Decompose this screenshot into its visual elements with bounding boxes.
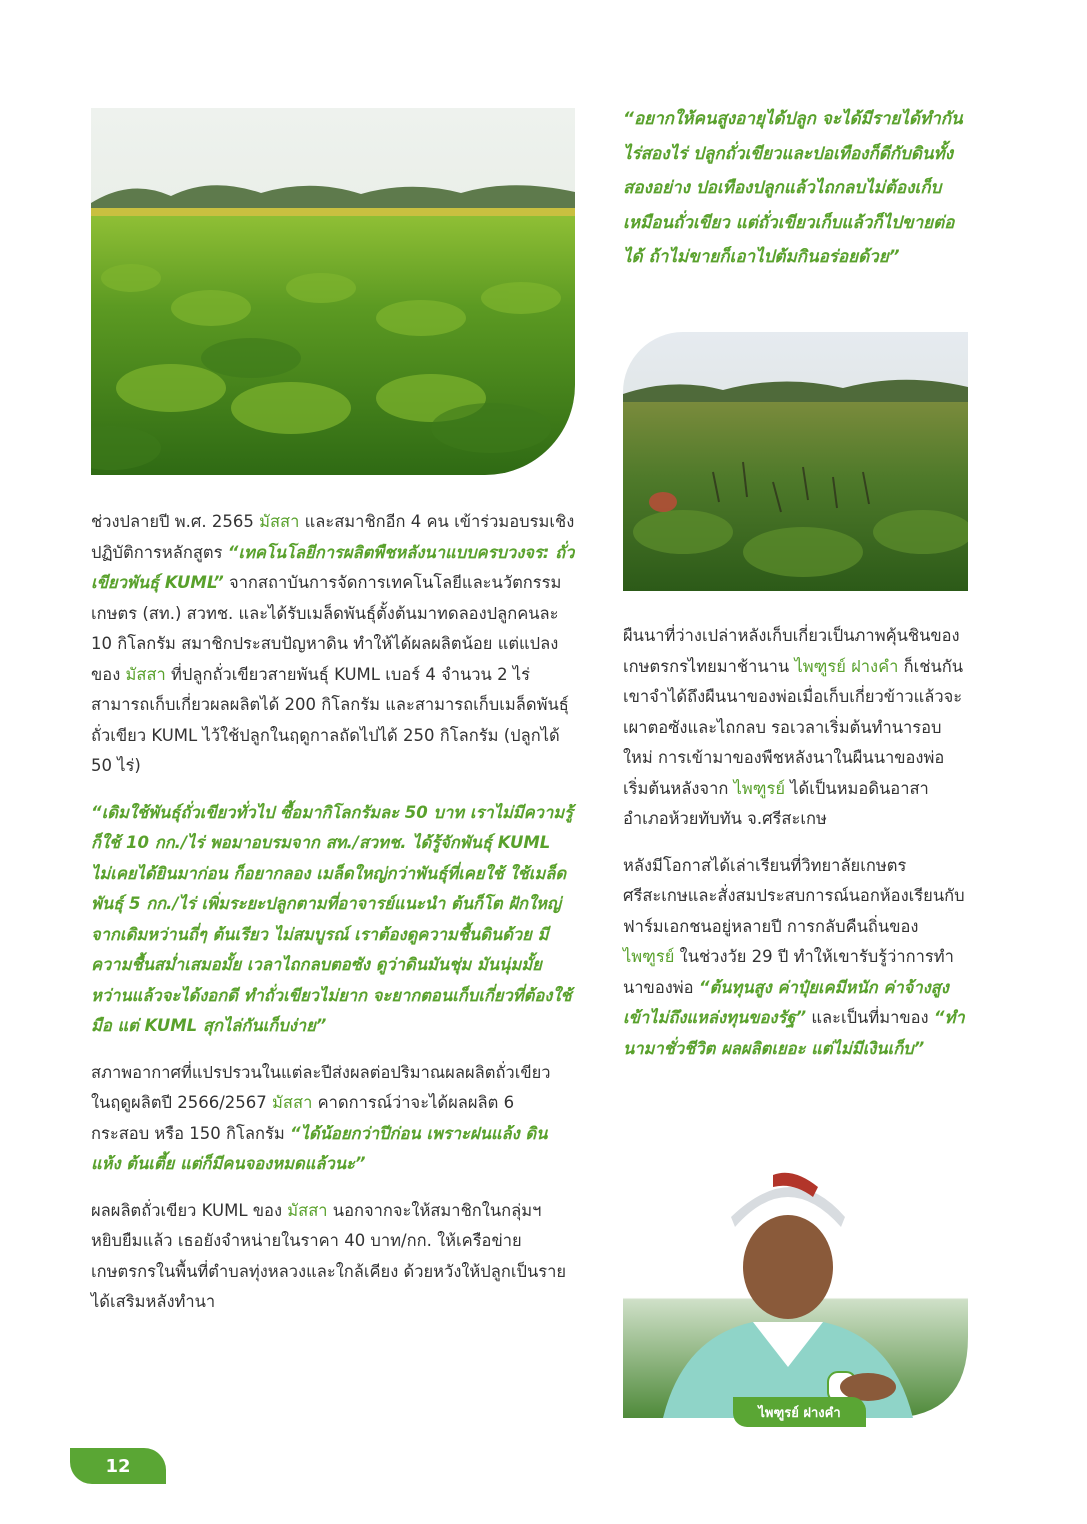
name-highlight: ไพฑูรย์ [623,947,675,966]
left-column [91,507,575,1318]
name-highlight: ไพฑูรย์ [733,778,785,798]
name-highlight: ไพฑูรย์ ฝางคำ [794,656,899,676]
name-highlight: มัสสา [125,664,166,684]
top-quote-block [623,102,968,275]
left-paragraph-1 [91,507,575,782]
text-run: นอกจากจะให้สมาชิกในกลุ่มฯ หยิบยืมแล้ว เธอยังจำหน่ายในราคา 40 บาท/กก. ให้เครือข่ายเกษตรกรในพื้นที่ตำบลทุ่งหลวงและใกล้เคียง ด้วยหวังให้ปลูกเป็นรายได้เสริมหลังทำนา [91,1200,567,1311]
name-highlight: มัสสา [259,512,300,531]
left-paragraph-4 [91,1196,575,1318]
portrait-caption: ไพฑูรย์ ฝางคำ [733,1397,866,1427]
right-paragraph-1 [623,621,968,835]
page-number: 12 [70,1448,166,1484]
text-run: ที่ปลูกถั่วเขียวสายพันธุ์ KUML เบอร์ 4 จำนวน 2 ไร่ สามารถเก็บเกี่ยวผลผลิตได้ 200 กิโลกรัม และสามารถเก็บเมล็ดพันธุ์ถั่วเขียว KUML ไว้ใช้ปลูกในฤดูกาลถัดไปได้ 250 กิโลกรัม (ปลูกได้ 50 ไร่) [91,664,569,775]
text-run: ก็เช่นกัน เขาจำได้ถึงผืนนาของพ่อเมื่อเก็บเกี่ยวข้าวแล้วจะเผาตอซังและไถกลบ รอเวลาเริ่มต้นทำนารอบใหม่ การเข้ามาของพืชหลังนาในผืนนาของพ่อ เริ่มต้นหลังจาก [623,656,964,798]
text-run: และเป็นที่มาของ [806,1008,934,1027]
field-photo-top-left [91,108,575,475]
top-quote: “อยากให้คนสูงอายุได้ปลูก จะได้มีรายได้ทำกันไร่สองไร่ ปลูกถั่วเขียวและปอเทืองก็ดีกับดินทั้งสองอย่าง ปอเทืองปลูกแล้วไถกลบไม่ต้องเก็บเหมือนถั่วเขียว แต่ถั่วเขียวเก็บแล้วก็ไปขายต่อได้ ถ้าไม่ขายก็เอาไปต้มกินอร่อยด้วย” [623,109,963,267]
left-paragraph-3 [91,1058,575,1180]
text-run: และสมาชิกอีก 4 คน เข้าร่วมอบรมเชิงปฏิบัติการหลักสูตร [91,512,575,562]
text-run: ผืนนาที่ว่างเปล่าหลังเก็บเกี่ยวเป็นภาพคุ้นชินของเกษตรกรไทยมาช้านาน [623,626,960,676]
left-quote-2: “เดิมใช้พันธุ์ถั่วเขียวทั่วไป ซื้อมากิโลกรัมละ 50 บาท เราไม่มีความรู้ก็ใช้ 10 กก./ไร่ พอมาอบรมจาก สท./สวทช. ได้รู้จักพันธุ์ KUML ไม่เคยได้ยินมาก่อน ก็อยากลอง เมล็ดใหญ่กว่าพันธุ์ที่เคยใช้ ใช้เมล็ดพันธุ์ 5 กก./ไร่ เพิ่มระยะปลูกตามที่อาจารย์แนะนำ ต้นก็โต ฝักใหญ่ จากเดิมหว่านถี่ๆ ต้นเรียว ไม่สมบูรณ์ เราต้องดูความชื้นดินด้วย มีความชื้นสม่ำเสมอมั้ย เวลาไถกลบตอซัง ดูว่าดินมันชุ่ม มันนุ่มมั้ย หว่านแล้วจะได้งอกดี ทำถั่วเขียวไม่ยาก จะยากตอนเก็บเกี่ยวที่ต้องใช้มือ แต่ KUML สุกไล่กันเก็บง่าย” [91,802,573,1035]
text-run: จากสถาบันการจัดการเทคโนโลยีและนวัตกรรมเกษตร (สท.) สวทช. และได้รับเมล็ดพันธุ์ตั้งต้นมาทดลองปลูกคนละ 10 กิโลกรัม สมาชิกประสบปัญหาดิน ทำให้ได้ผลผลิตน้อย แต่แปลงของ [91,573,562,684]
text-run: ในช่วงวัย 29 ปี ทำให้เขารับรู้ว่าการทำนาของพ่อ [623,947,954,997]
name-highlight: มัสสา [272,1093,313,1112]
portrait-photo [623,1157,968,1418]
course-title: “เทคโนโลยีการผลิตพืชหลังนาแบบครบวงจร: ถั่วเขียวพันธุ์ KUML” [91,542,575,592]
text-run: หลังมีโอกาสได้เล่าเรียนที่วิทยาลัยเกษตรศรีสะเกษและสั่งสมประสบการณ์นอกห้องเรียนกับฟาร์มเอกชนอยู่หลายปี การกลับคืนถิ่นของ [623,855,965,936]
right-column [623,621,968,1064]
text-run: ผลผลิตถั่วเขียว KUML ของ [91,1200,288,1220]
inline-quote: “ทำนามาชั่วชีวิต ผลผลิตเยอะ แต่ไม่มีเงินเก็บ” [623,1008,965,1058]
text-run: ได้เป็นหมอดินอาสาอำเภอห้วยทับทัน จ.ศรีสะเกษ [623,778,929,828]
inline-quote: “ต้นทุนสูง ค่าปุ๋ยเคมีหนัก ค่าจ้างสูง เข้าไม่ถึงแหล่งทุนของรัฐ” [623,977,949,1027]
name-highlight: มัสสา [287,1200,328,1220]
text-run: ช่วงปลายปี พ.ศ. 2565 [91,512,260,531]
right-paragraph-2 [623,851,968,1065]
text-run: สภาพอากาศที่แปรปรวนในแต่ละปีส่งผลต่อปริมาณผลผลิตถั่วเขียว ในฤดูผลิตปี 2566/2567 [91,1062,551,1112]
text-run: คาดการณ์ว่าจะได้ผลผลิต 6 กระสอบ หรือ 150 กิโลกรัม [91,1093,515,1143]
field-photo-right [623,332,968,591]
inline-quote: “ได้น้อยกว่าปีก่อน เพราะฝนแล้ง ดินแห้ง ต้นเตี้ย แต่ก็มีคนจองหมดแล้วนะ” [91,1123,548,1173]
